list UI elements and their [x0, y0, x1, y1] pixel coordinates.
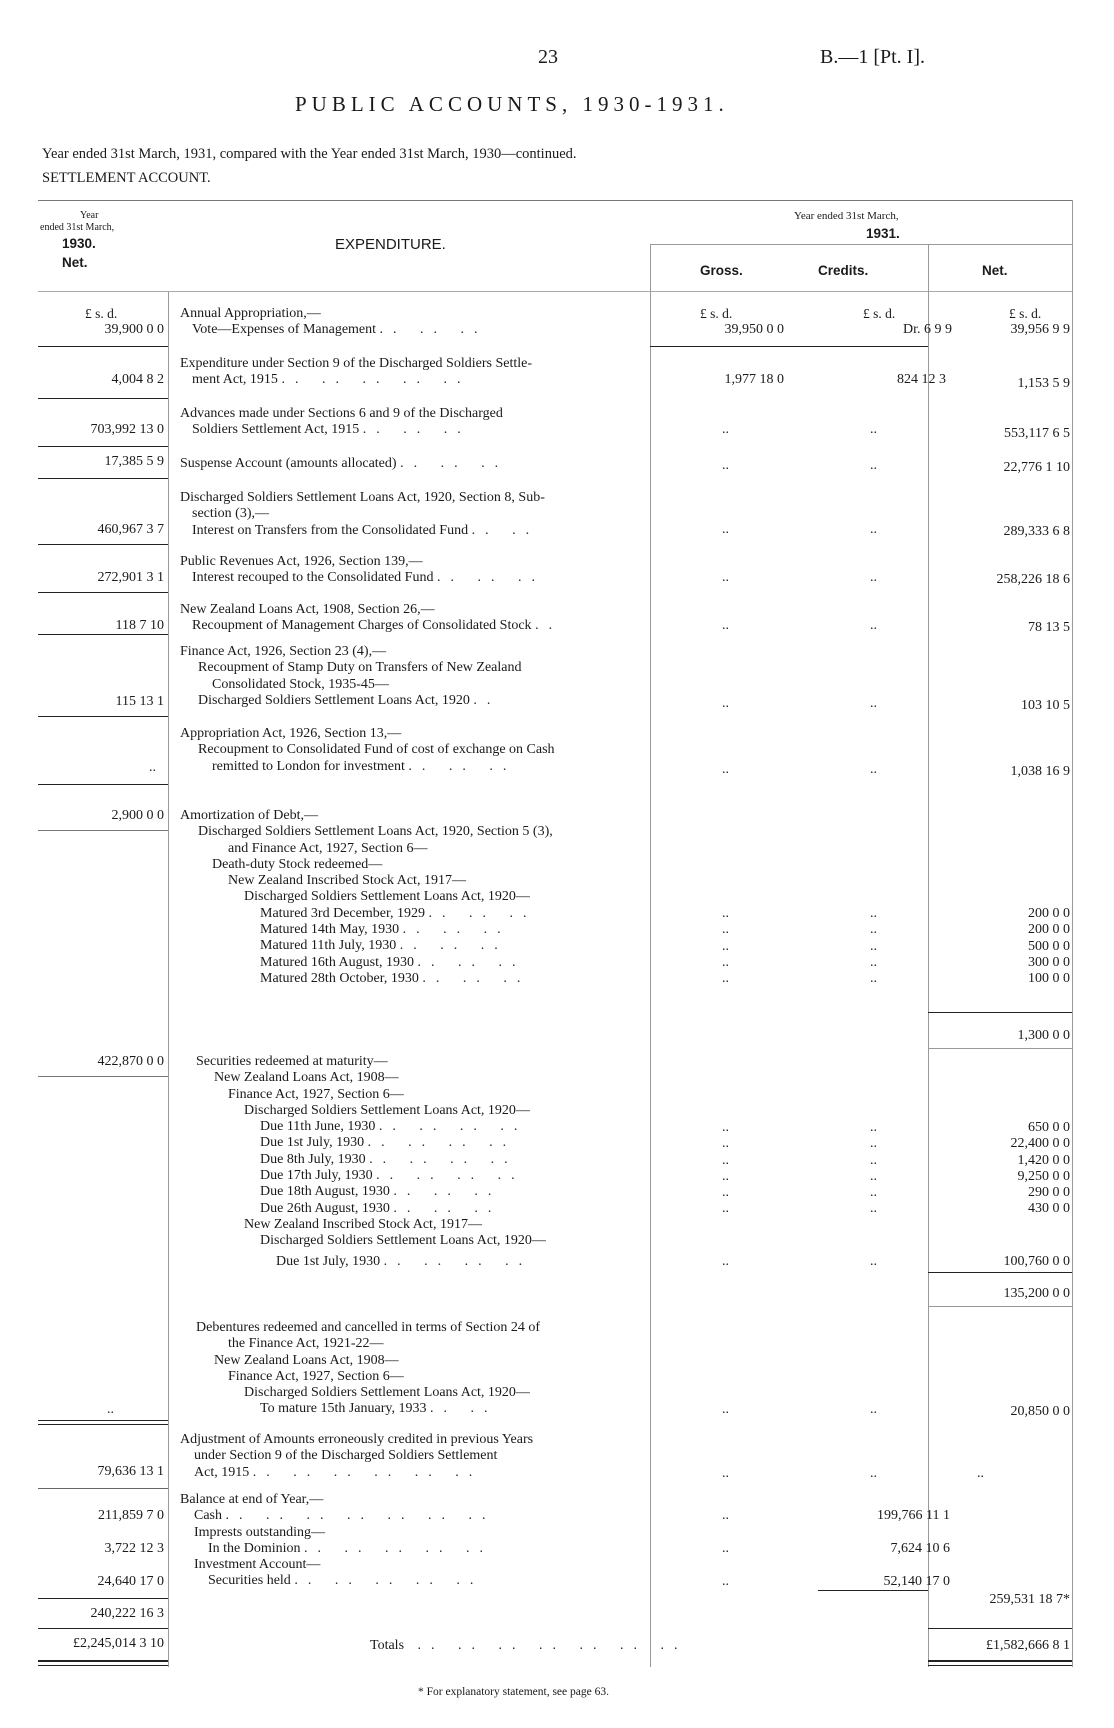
r12-prev: .. — [107, 1402, 114, 1417]
r1-desc: Annual Appropriation,— Vote—Expenses of Management .. .. .. — [180, 306, 488, 338]
r1-net: 39,956 9 9 — [1010, 322, 1070, 337]
r11-subtotal: 135,200 0 0 — [1003, 1286, 1070, 1301]
r9-desc: Appropriation Act, 1926, Section 13,— Recoupment to Consolidated Fund of cost of exchange on Cash remitted to London for investment .. .. .. — [180, 726, 555, 774]
r10-prev: 2,900 0 0 — [111, 808, 164, 823]
header-net-1931: Net. — [982, 263, 1008, 278]
r9-net: 1,038 16 9 — [1010, 764, 1070, 779]
r4-desc: Suspense Account (amounts allocated) .. .. .. — [180, 456, 509, 471]
r10-nets: 200 0 0 200 0 0 500 0 0 300 0 0 100 0 0 — [1028, 906, 1070, 987]
r5-desc: Discharged Soldiers Settlement Loans Act, 1920, Section 8, Sub- section (3),— Interest on Transfers from the Consolidated Fund .. .. — [180, 490, 545, 538]
r1-credits: Dr. 6 9 9 — [903, 322, 952, 337]
footnote: * For explanatory statement, see page 63. — [418, 1686, 609, 1698]
r14-credit-securities: 52,140 17 0 — [883, 1574, 950, 1589]
r14-prev-dominion: 3,722 12 3 — [104, 1541, 164, 1556]
r14-credit-cash: 199,766 11 1 — [877, 1508, 950, 1523]
r3-net: 553,117 6 5 — [1004, 426, 1070, 441]
header-expenditure: EXPENDITURE. — [335, 236, 446, 253]
page-subtitle: Year ended 31st March, 1931, compared with the Year ended 31st March, 1930—continued. — [42, 146, 577, 162]
lsd-prev: £ s. d. — [85, 306, 118, 321]
r1-prev: 39,900 0 0 — [104, 322, 164, 337]
lsd-gross: £ s. d. — [700, 306, 733, 321]
totals-net: £1,582,666 8 1 — [986, 1638, 1070, 1653]
r7-desc: New Zealand Loans Act, 1908, Section 26,— Recoupment of Management Charges of Consolidated Stock .. — [180, 602, 563, 634]
header-1930: 1930. — [62, 236, 96, 251]
r13-net: .. — [977, 1466, 984, 1481]
r7-net: 78 13 5 — [1028, 620, 1070, 635]
r4-prev: 17,385 5 9 — [104, 454, 164, 469]
page-number: 23 — [538, 46, 558, 68]
r7-prev: 118 7 10 — [115, 618, 164, 633]
r3-prev: 703,992 13 0 — [90, 422, 164, 437]
header-gross: Gross. — [700, 263, 743, 278]
header-year-1931: Year ended 31st March, — [794, 210, 899, 222]
r14-credit-dominion: 7,624 10 6 — [890, 1541, 950, 1556]
r12-desc: Debentures redeemed and cancelled in terms of Section 24 of the Finance Act, 1921-22— New Zealand Loans Act, 1908— Finance Act, 1927, Section 6— Discharged Soldiers Settlement Loans Act, 1920— To mature 15th January, 1933 .. .. — [196, 1320, 541, 1417]
r8-net: 103 10 5 — [1021, 698, 1070, 713]
r14-net: 259,531 18 7* — [989, 1592, 1070, 1607]
r5-prev: 460,967 3 7 — [97, 522, 164, 537]
header-ended: ended 31st March, — [40, 222, 115, 233]
r14-prev-total: 240,222 16 3 — [90, 1606, 164, 1621]
lsd-credits: £ s. d. — [863, 306, 896, 321]
r2-gross: 1,977 18 0 — [724, 372, 784, 387]
r2-net: 1,153 5 9 — [1017, 376, 1070, 391]
r11-prev: 422,870 0 0 — [97, 1054, 164, 1069]
r11-nets: 650 0 0 22,400 0 0 1,420 0 0 9,250 0 0 290 0 0 430 0 0 — [1010, 1120, 1070, 1217]
r8-prev: 115 13 1 — [115, 694, 164, 709]
header-credits: Credits. — [818, 263, 869, 278]
r8-desc: Finance Act, 1926, Section 23 (4),— Recoupment of Stamp Duty on Transfers of New Zealand Consolidated Stock, 1935-45— Discharged Soldiers Settlement Loans Act, 1920 .. — [180, 644, 522, 708]
lsd-net: £ s. d. — [1009, 306, 1042, 321]
r2-prev: 4,004 8 2 — [111, 372, 164, 387]
r2-desc: Expenditure under Section 9 of the Discharged Soldiers Settle- ment Act, 1915 .. .. .. .. .. — [180, 356, 532, 388]
r14-desc: Balance at end of Year,— Cash .. .. .. .. .. .. .. Imprests outstanding— In the Dominion .. .. .. .. .. Investment Account— Securities held .. .. .. .. .. — [180, 1492, 496, 1589]
page-reference: B.—1 [Pt. I]. — [820, 46, 925, 68]
r3-desc: Advances made under Sections 6 and 9 of the Discharged Soldiers Settlement Act, 1915 .. .. .. — [180, 406, 503, 438]
r1-gross: 39,950 0 0 — [724, 322, 784, 337]
header-year: Year — [80, 210, 99, 221]
r6-net: 258,226 18 6 — [996, 572, 1070, 587]
r14-prev-securities: 24,640 17 0 — [97, 1574, 164, 1589]
header-net-1930: Net. — [62, 255, 88, 270]
totals-prev: £2,245,014 3 10 — [73, 1636, 164, 1651]
r10-desc: Amortization of Debt,— Discharged Soldiers Settlement Loans Act, 1920, Section 5 (3), and Finance Act, 1927, Section 6— Death-duty Stock redeemed— New Zealand Inscribed Stock Act, 1917— Discharged Soldiers Settlement Loans Act, 1920— Matured 3rd December, 1929 .. .. .. Matured 14th May, 1930 .. .. .. Matured 11th July, 1930 .. .. .. Matured 16th August, 1930 .. .. .. Matured 28th October, 1930 .. .. .. — [180, 808, 553, 986]
header-1931: 1931. — [866, 226, 900, 241]
r11-desc: Securities redeemed at maturity— New Zealand Loans Act, 1908— Finance Act, 1927, Section 6— Discharged Soldiers Settlement Loans Act, 1920— Due 11th June, 1930 .. .. .. .. Due 1st July, 1930 .. .. .. .. Due 8th July, 1930 .. .. .. .. Due 17th July, 1930 .. .. .. .. Due 18th August, 1930 .. .. .. Due 26th August, 1930 .. .. .. New Zealand Inscribed Stock Act, 1917— Discharged Soldiers Settlement Loans Act, 1920— Due 1st July, 1930 .. .. .. .. — [196, 1054, 546, 1269]
r6-prev: 272,901 3 1 — [97, 570, 164, 585]
r2-credits: 824 12 3 — [897, 372, 946, 387]
r4-net: 22,776 1 10 — [1003, 460, 1070, 475]
r11-net-last: 100,760 0 0 — [1003, 1254, 1070, 1269]
r10-subtotal: 1,300 0 0 — [1017, 1028, 1070, 1043]
r12-net: 20,850 0 0 — [1010, 1404, 1070, 1419]
totals-label: Totals .. .. .. .. .. .. .. — [370, 1638, 688, 1653]
r13-desc: Adjustment of Amounts erroneously credited in previous Years under Section 9 of the Discharged Soldiers Settlement Act, 1915 .. .. .. .. .. .. — [180, 1432, 534, 1480]
r6-desc: Public Revenues Act, 1926, Section 139,— Interest recouped to the Consolidated Fund .. .. .. — [180, 554, 545, 586]
r5-net: 289,333 6 8 — [1003, 524, 1070, 539]
r13-prev: 79,636 13 1 — [97, 1464, 164, 1479]
section-title: SETTLEMENT ACCOUNT. — [42, 170, 211, 186]
r14-prev-cash: 211,859 7 0 — [98, 1508, 164, 1523]
page-title: PUBLIC ACCOUNTS, 1930-1931. — [295, 92, 729, 116]
r9-prev: .. — [149, 760, 156, 775]
